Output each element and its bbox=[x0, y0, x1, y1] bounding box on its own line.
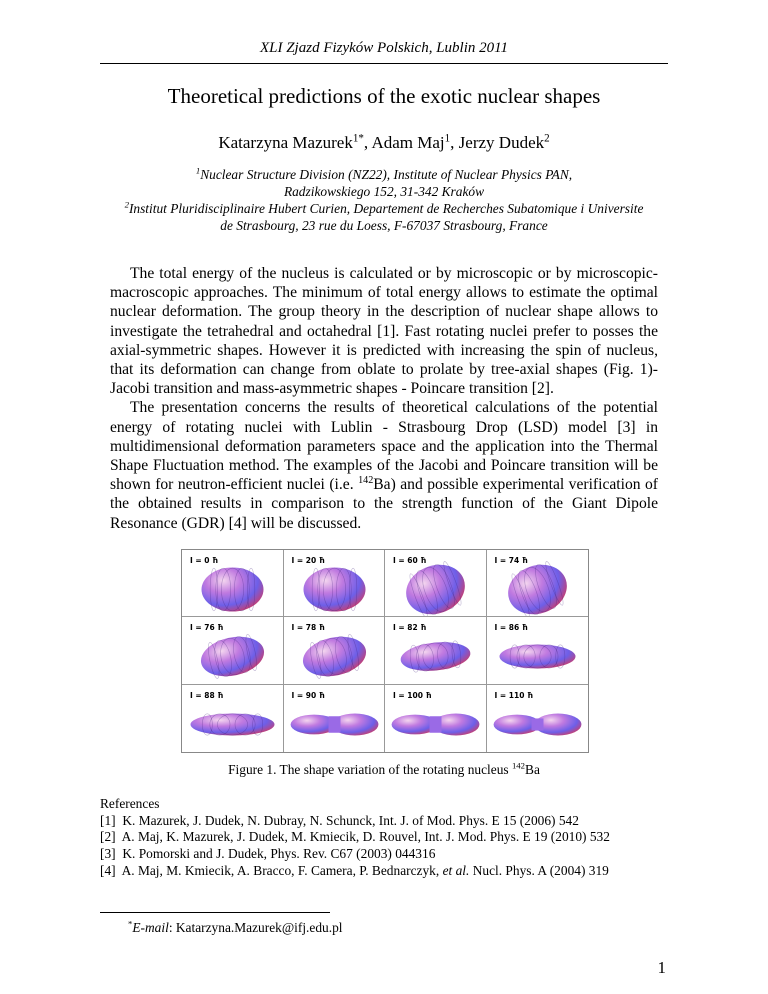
caption-element: Ba bbox=[525, 762, 540, 777]
nucleus-body bbox=[399, 557, 472, 617]
shape-panel bbox=[385, 550, 487, 617]
references-heading: References bbox=[100, 796, 160, 811]
affiliation-line: Radzikowskiego 152, 31-342 Kraków bbox=[283, 184, 485, 199]
spin-label: I = 78 ħ bbox=[291, 623, 325, 633]
reference-text: A. Maj, M. Kmiecik, A. Bracco, F. Camera, P. Bednarczyk, bbox=[121, 862, 443, 878]
author-affiliation-mark: 1* bbox=[352, 132, 364, 145]
figure-1-shape-grid bbox=[181, 549, 589, 753]
nucleus-neck bbox=[328, 716, 340, 733]
mass-number: 142 bbox=[358, 475, 374, 487]
abstract bbox=[110, 264, 658, 533]
abstract-text: The presentation concerns the results of theoretical calculations of the potential energy of rotating nuclei with Lublin - Strasbourg Drop (LSD) model [3] in multidimensional deformation parameters space and the application into the Thermal Shape Fluctuation method. The examples of the Jacobi and Poincare transition will be shown for neutron-efficient nuclei (i.e. bbox=[110, 399, 658, 494]
reference-item bbox=[100, 846, 700, 863]
affiliation-2 bbox=[60, 200, 708, 234]
spin-label: I = 90 ħ bbox=[291, 690, 325, 700]
reference-number: [4] bbox=[100, 862, 116, 878]
shape-panel bbox=[284, 550, 386, 617]
shape-panel bbox=[284, 617, 386, 684]
shape-panel bbox=[182, 685, 284, 752]
spin-label: I = 76 ħ bbox=[190, 623, 224, 633]
shape-panel bbox=[182, 550, 284, 617]
affiliation-number: 2 bbox=[124, 199, 129, 210]
abstract-paragraph-2 bbox=[110, 398, 658, 532]
nucleus-body bbox=[303, 568, 365, 612]
footnote bbox=[128, 920, 343, 936]
reference-text: Nucl. Phys. A (2004) 319 bbox=[469, 862, 609, 878]
nucleus-neck bbox=[430, 716, 442, 733]
nucleus-body bbox=[499, 645, 575, 669]
reference-item bbox=[100, 829, 700, 846]
reference-text: A. Maj, K. Mazurek, J. Dudek, M. Kmiecik, D. Rouvel, Int. J. Mod. Phys. E 19 (2010) 532 bbox=[121, 829, 610, 845]
shape-panel bbox=[385, 685, 487, 752]
abstract-text: Ba) and possible experimental verification of the obtained results in comparison to the strength function of the Giant Dipole Resonance (GDR) [4] will be discussed. bbox=[110, 476, 658, 532]
spin-label: I = 20 ħ bbox=[291, 556, 325, 565]
reference-item bbox=[100, 863, 700, 880]
author-name: Katarzyna Mazurek bbox=[218, 133, 353, 152]
affiliation-number: 1 bbox=[195, 165, 201, 176]
shape-panel bbox=[385, 617, 487, 684]
spin-label: I = 100 ħ bbox=[393, 690, 432, 700]
author-name: Adam Maj bbox=[371, 133, 445, 152]
footnote-email[interactable]: : Katarzyna.Mazurek@ifj.edu.pl bbox=[168, 920, 343, 935]
reference-italic: et al. bbox=[442, 862, 470, 878]
reference-text: K. Mazurek, J. Dudek, N. Dubray, N. Schunck, Int. J. of Mod. Phys. E 15 (2006) 542 bbox=[122, 812, 579, 828]
shape-panel bbox=[182, 617, 284, 684]
figure-caption bbox=[0, 762, 768, 778]
shape-panel bbox=[487, 617, 589, 684]
affiliation-line: de Strasbourg, 23 rue du Loess, F-67037 Strasbourg, France bbox=[220, 218, 548, 233]
footnote-label: E-mail bbox=[132, 920, 169, 935]
affiliation-line: Nuclear Structure Division (NZ22), Institute of Nuclear Physics PAN, bbox=[200, 167, 573, 182]
header-rule bbox=[100, 63, 668, 64]
shape-panel bbox=[487, 685, 589, 752]
running-header: XLI Zjazd Fizyków Polskich, Lublin 2011 bbox=[259, 40, 509, 56]
spin-label: I = 82 ħ bbox=[393, 623, 427, 633]
nucleus-body bbox=[202, 568, 264, 612]
abstract-paragraph-1: The total energy of the nucleus is calculated or by microscopic or by microscopic- macroscopic approaches. The minimum of total energy allows to estimate the optimal nuclear deformation. The group theory in the description of nuclear shape allows to investigate the tetrahedral and octahedral [1]. Fast rotating nuclei prefer to posses the axial-symmetric shapes. However it is predicted with increasing the spin of nucleus, that its deformation can change from oblate to prolate by tree-axial shapes (Fig. 1)- Jacobi transition and mass-asymmetric shapes - Poincare transition [2]. bbox=[110, 265, 658, 398]
spin-label: I = 88 ħ bbox=[190, 690, 224, 700]
affiliation-1 bbox=[60, 166, 708, 200]
reference-number: [2] bbox=[100, 829, 116, 845]
author-list: Katarzyna Mazurek$^{1*}$, Adam Maj$^1$, Jerzy Dudek$^2$ bbox=[218, 132, 550, 152]
shape-panel bbox=[284, 685, 386, 752]
footnote-rule bbox=[100, 912, 330, 913]
nucleus-neck bbox=[531, 718, 543, 730]
author-name: Jerzy Dudek bbox=[458, 133, 545, 152]
affiliation-line: Institut Pluridisciplinaire Hubert Curien, Departement de Recherches Subatomique i Universite bbox=[128, 201, 644, 216]
spin-label: I = 110 ħ bbox=[494, 690, 533, 700]
author-affiliation-mark: 1 bbox=[444, 132, 451, 145]
spin-label: I = 0 ħ bbox=[190, 556, 219, 565]
spin-label: I = 74 ħ bbox=[494, 556, 528, 565]
author-affiliation-mark: 2 bbox=[544, 132, 550, 145]
reference-number: [1] bbox=[100, 812, 116, 828]
nucleus-body bbox=[501, 557, 574, 617]
caption-mass-number: 142 bbox=[511, 760, 526, 771]
reference-item bbox=[100, 813, 700, 830]
paper-title: Theoretical predictions of the exotic nuclear shapes bbox=[167, 84, 601, 108]
spin-label: I = 86 ħ bbox=[494, 623, 528, 633]
page-number: 1 bbox=[657, 958, 666, 977]
spin-label: I = 60 ħ bbox=[393, 556, 427, 565]
nucleus-body bbox=[191, 713, 275, 735]
reference-text: K. Pomorski and J. Dudek, Phys. Rev. C67 (2003) 044316 bbox=[122, 846, 436, 862]
caption-text: Figure 1. The shape variation of the rotating nucleus bbox=[228, 762, 512, 777]
references bbox=[100, 796, 700, 880]
reference-number: [3] bbox=[100, 846, 116, 862]
shape-panel bbox=[487, 550, 589, 617]
footnote-mark: * bbox=[128, 918, 133, 929]
